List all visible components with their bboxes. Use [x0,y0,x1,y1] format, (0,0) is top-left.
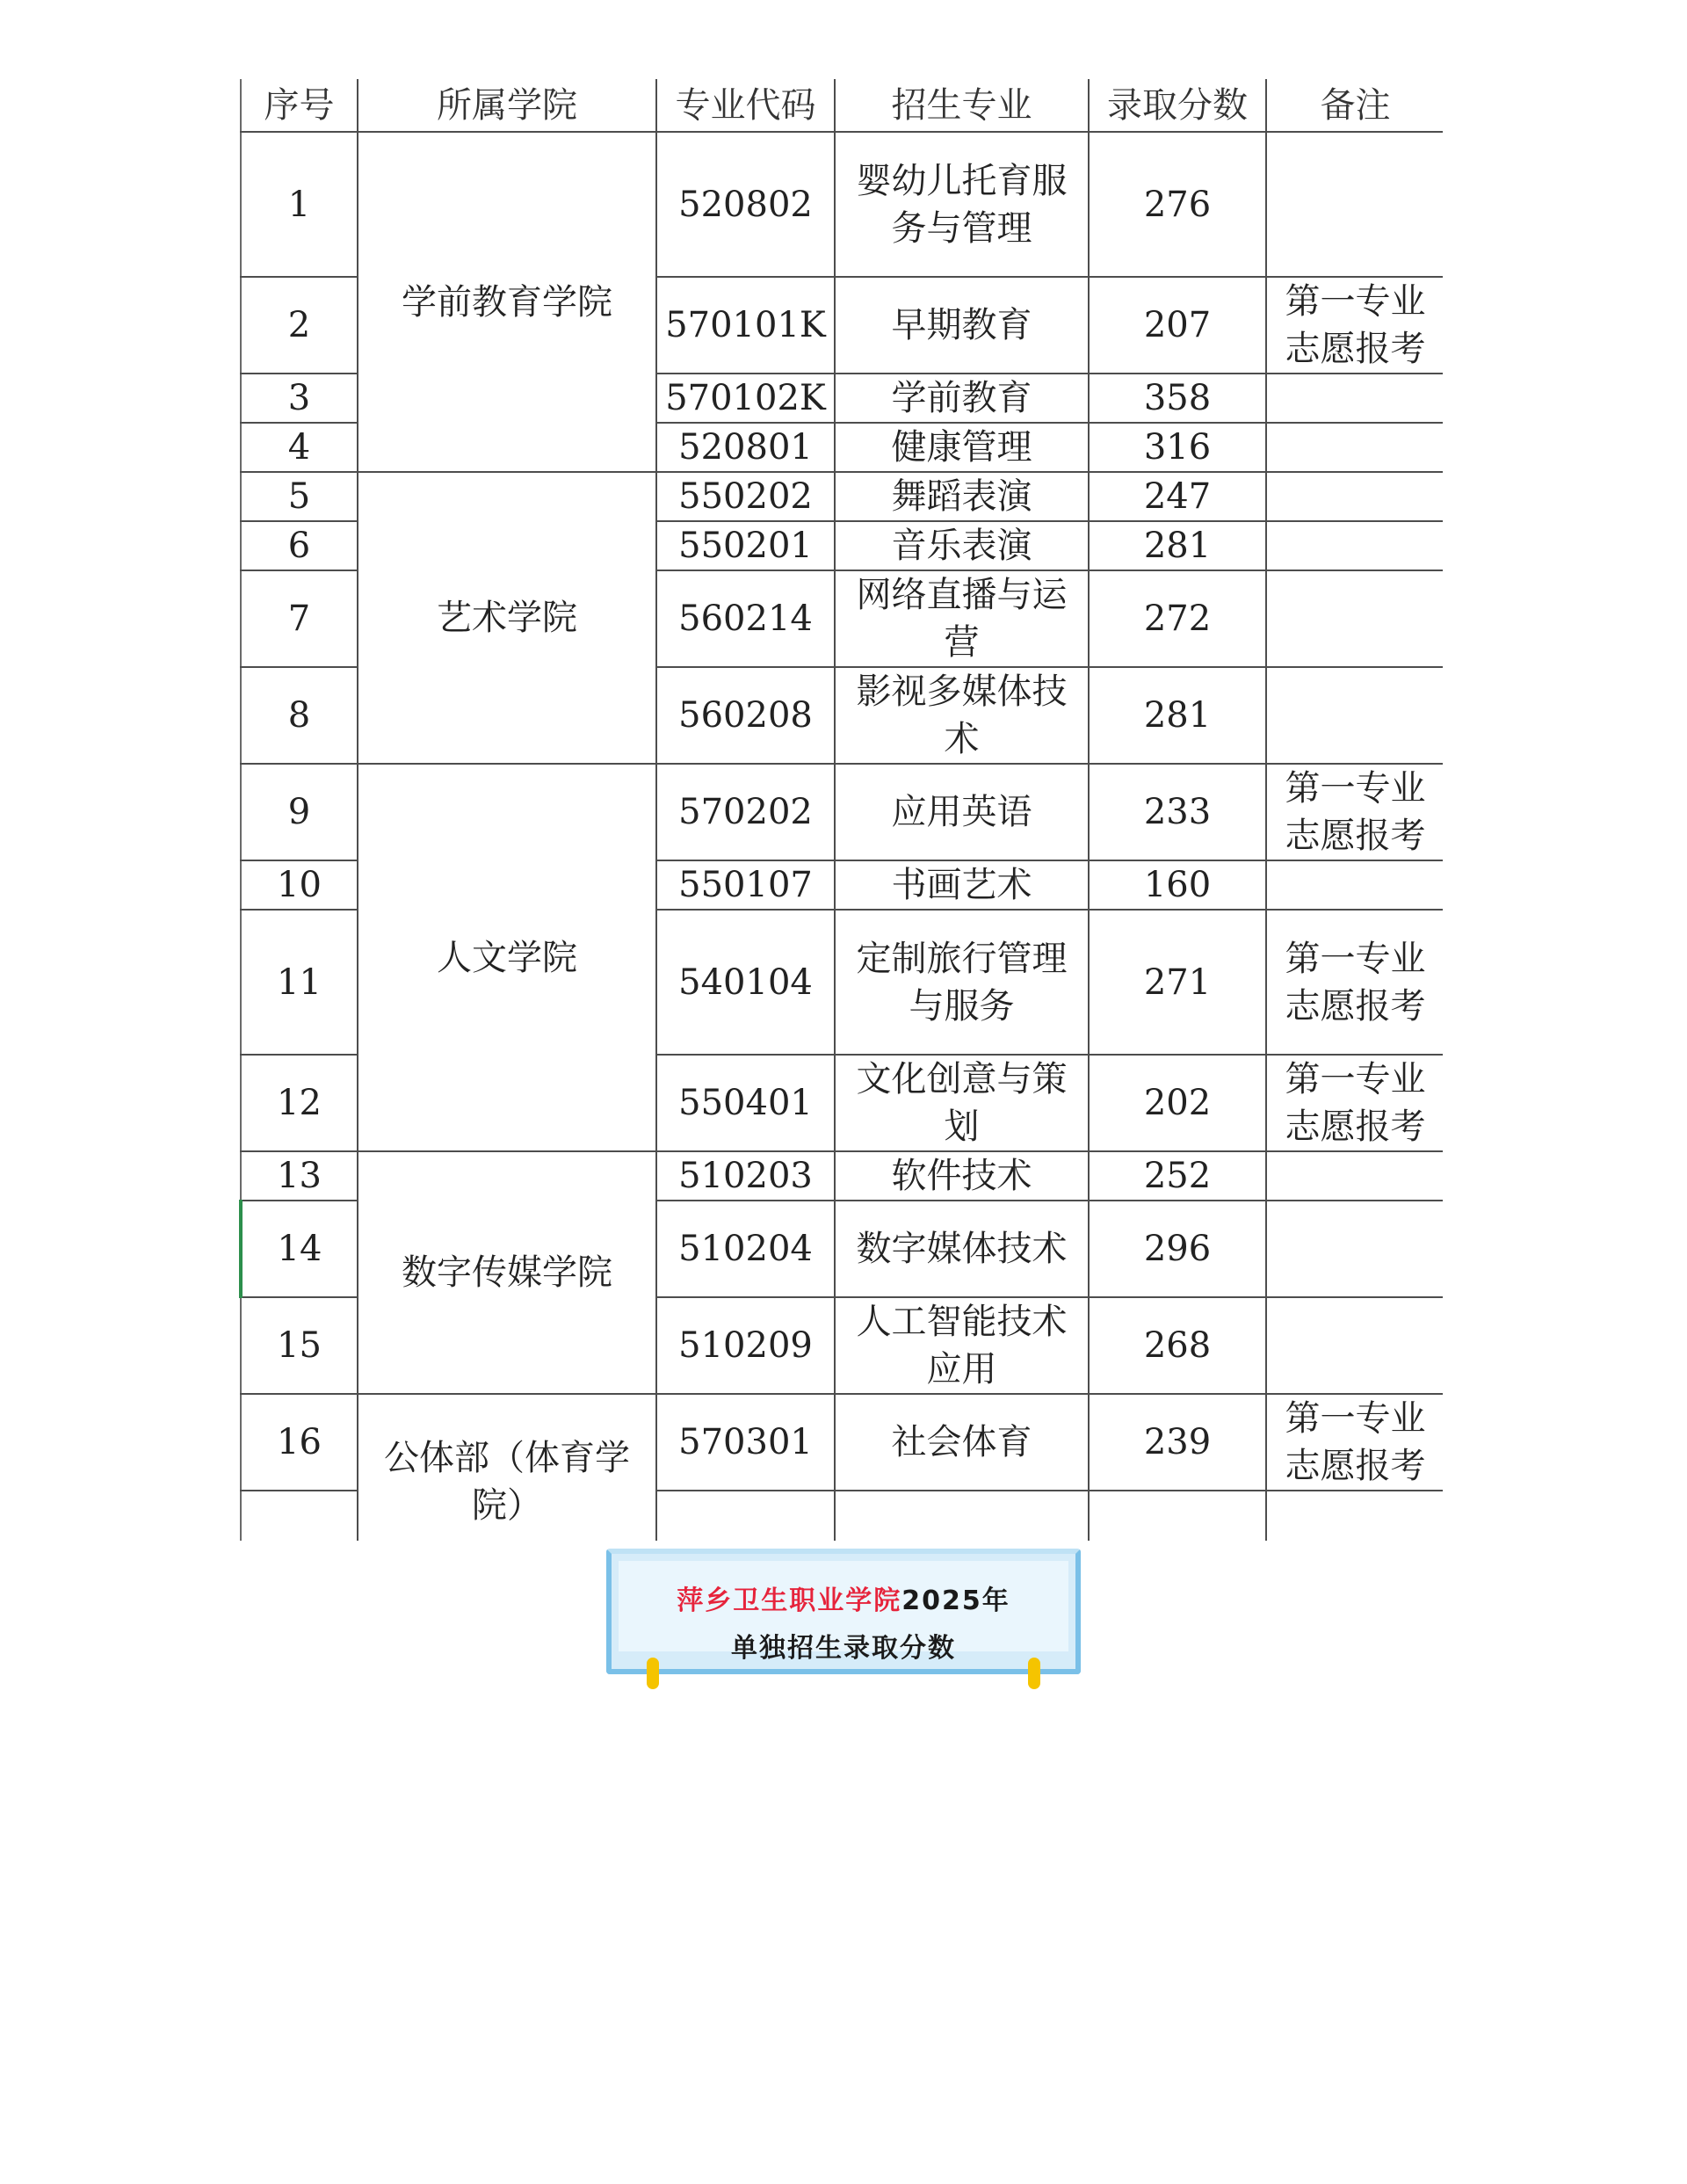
major-code: 540104 [656,910,835,1055]
banner-school-name: 萍乡卫生职业学院 [677,1585,902,1616]
admission-score: 233 [1089,764,1266,860]
admission-score: 160 [1089,860,1266,910]
major-code: 550107 [656,860,835,910]
table-row [241,1151,1443,1201]
note-cell: 第一专业志愿报考 [1266,277,1443,374]
college-cell: 人文学院 [358,764,656,1151]
note-cell: 第一专业志愿报考 [1266,1394,1443,1491]
header-college: 所属学院 [358,79,656,132]
major-name: 软件技术 [835,1151,1089,1201]
admission-score: 239 [1089,1394,1266,1491]
major-name: 婴幼儿托育服务与管理 [835,132,1089,277]
admission-score: 358 [1089,374,1266,423]
banner-pin-right [1028,1658,1040,1689]
note-cell [1266,472,1443,521]
admission-score: 268 [1089,1297,1266,1394]
college-cell: 艺术学院 [358,472,656,764]
major-code: 570202 [656,764,835,860]
caption-banner [606,1549,1081,1674]
row-no: 12 [241,1055,358,1151]
row-no: 3 [241,374,358,423]
major-code: 570301 [656,1394,835,1491]
major-name: 社会体育 [835,1394,1089,1491]
admission-score: 272 [1089,570,1266,667]
admission-score: 276 [1089,132,1266,277]
header-row [241,79,1443,132]
admission-score: 202 [1089,1055,1266,1151]
major-name: 健康管理 [835,423,1089,472]
row-no: 6 [241,521,358,570]
header-note: 备注 [1266,79,1443,132]
row-no: 15 [241,1297,358,1394]
note-cell [1266,1151,1443,1201]
college-cell: 公体部（体育学院） [358,1394,656,1541]
major-code: 550201 [656,521,835,570]
major-code: 570101K [656,277,835,374]
row-no: 2 [241,277,358,374]
row-no: 4 [241,423,358,472]
note-cell: 第一专业志愿报考 [1266,910,1443,1055]
major-name: 文化创意与策划 [835,1055,1089,1151]
note-cell [1266,860,1443,910]
note-cell [1266,374,1443,423]
major-code: 520801 [656,423,835,472]
major-name: 应用英语 [835,764,1089,860]
table-row [241,1394,1443,1491]
row-no: 16 [241,1394,358,1491]
major-name: 书画艺术 [835,860,1089,910]
major-name: 音乐表演 [835,521,1089,570]
row-no: 8 [241,667,358,764]
row-no: 13 [241,1151,358,1201]
admission-score: 281 [1089,667,1266,764]
note-cell: 第一专业志愿报考 [1266,1055,1443,1151]
major-code: 570102K [656,374,835,423]
banner-panel [619,1561,1068,1664]
major-name: 早期教育 [835,277,1089,374]
admission-score [1089,1491,1266,1541]
header-major: 招生专业 [835,79,1089,132]
major-name: 网络直播与运营 [835,570,1089,667]
major-code: 510204 [656,1201,835,1297]
row-no: 5 [241,472,358,521]
row-no: 10 [241,860,358,910]
note-cell: 第一专业志愿报考 [1266,764,1443,860]
admission-score: 316 [1089,423,1266,472]
row-no: 14 [241,1201,358,1297]
major-code: 510209 [656,1297,835,1394]
note-cell [1266,1297,1443,1394]
major-name: 舞蹈表演 [835,472,1089,521]
row-no: 9 [241,764,358,860]
row-no: 7 [241,570,358,667]
header-code: 专业代码 [656,79,835,132]
admission-score: 296 [1089,1201,1266,1297]
table-row [241,764,1443,860]
major-code: 520802 [656,132,835,277]
banner-subtitle: 单独招生录取分数 [731,1633,956,1664]
note-cell [1266,570,1443,667]
banner-title [619,1578,1068,1617]
score-table [239,79,1443,1541]
major-name: 数字媒体技术 [835,1201,1089,1297]
banner-year: 2025年 [901,1585,1010,1616]
row-no [241,1491,358,1541]
note-cell [1266,132,1443,277]
banner-pin-left [647,1658,659,1689]
score-table-image [239,79,1443,1541]
major-code: 550202 [656,472,835,521]
college-cell: 学前教育学院 [358,132,656,472]
table-row [241,132,1443,277]
note-cell [1266,667,1443,764]
major-code: 550401 [656,1055,835,1151]
major-code: 510203 [656,1151,835,1201]
table-row [241,472,1443,521]
admission-score: 271 [1089,910,1266,1055]
admission-score: 281 [1089,521,1266,570]
major-name [835,1491,1089,1541]
major-name: 学前教育 [835,374,1089,423]
row-no: 1 [241,132,358,277]
note-cell [1266,1491,1443,1541]
major-code: 560208 [656,667,835,764]
row-no: 11 [241,910,358,1055]
admission-score: 207 [1089,277,1266,374]
major-code: 560214 [656,570,835,667]
admission-score: 252 [1089,1151,1266,1201]
note-cell [1266,521,1443,570]
header-no: 序号 [241,79,358,132]
header-score: 录取分数 [1089,79,1266,132]
admission-score: 247 [1089,472,1266,521]
major-name: 影视多媒体技术 [835,667,1089,764]
note-cell [1266,423,1443,472]
college-cell: 数字传媒学院 [358,1151,656,1394]
major-name: 人工智能技术应用 [835,1297,1089,1394]
major-code [656,1491,835,1541]
note-cell [1266,1201,1443,1297]
major-name: 定制旅行管理与服务 [835,910,1089,1055]
